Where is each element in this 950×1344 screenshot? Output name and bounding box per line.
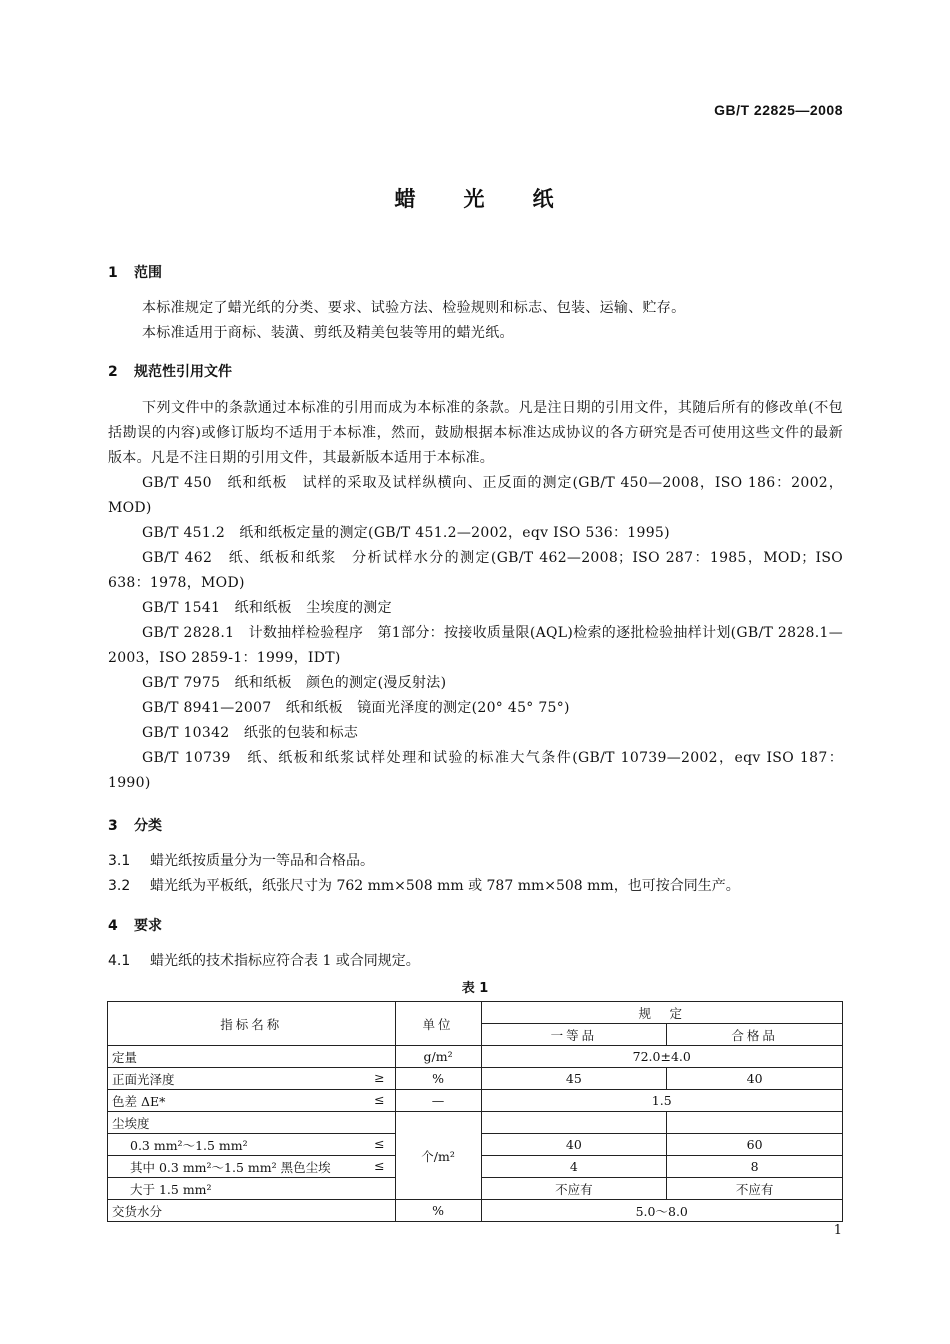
row-unit: 个/m²: [395, 1112, 481, 1200]
table-row: [108, 1090, 843, 1112]
section-4-heading: [108, 915, 162, 935]
reference-item: GB/T 8941—2007 纸和纸板 镜面光泽度的测定(20° 45° 75°): [142, 700, 570, 716]
row-grade1: 40: [481, 1134, 667, 1156]
row-grade2: 8: [667, 1156, 843, 1178]
section-number: 4: [108, 918, 118, 934]
document-title: 蜡 光 纸: [394, 186, 556, 211]
header-name: 指标名称: [108, 1002, 396, 1046]
section-1-heading: [108, 262, 162, 282]
header-spec: 规 定: [481, 1002, 843, 1024]
section-2-heading: [108, 361, 232, 381]
row-value: 5.0～8.0: [481, 1200, 843, 1222]
clause-number: 3.1: [108, 853, 131, 869]
section-3-heading: [108, 815, 162, 835]
section-title: 要求: [134, 918, 162, 934]
row-name: 尘埃度: [108, 1112, 396, 1134]
table-header-row: [108, 1002, 843, 1024]
section-title: 范围: [134, 265, 162, 281]
table-row: [108, 1112, 843, 1134]
row-name: 其中 0.3 mm²～1.5 mm² 黑色尘埃: [130, 1159, 331, 1175]
comparison-symbol: ≤: [374, 1157, 385, 1173]
clause-3-1: [108, 850, 374, 870]
spacer-cell: [481, 1112, 667, 1134]
row-grade2: 不应有: [667, 1178, 843, 1200]
row-unit: —: [395, 1090, 481, 1112]
paragraph: 本标准适用于商标、装潢、剪纸及精美包装等用的蜡光纸。: [142, 325, 514, 341]
row-name: 交货水分: [108, 1200, 396, 1222]
clause-4-1: [108, 950, 420, 970]
row-grade2: 40: [667, 1068, 843, 1090]
reference-item: GB/T 462 纸、纸板和纸浆 分析试样水分的测定(GB/T 462—2008；ISO 287：1985，MOD；ISO 638：1978，MOD): [108, 550, 843, 591]
row-name: 定量: [108, 1046, 396, 1068]
clause-number: 4.1: [108, 953, 131, 969]
row-name-cell: [108, 1134, 396, 1156]
row-name: 正面光泽度: [112, 1071, 175, 1087]
header-grade1: 一等品: [481, 1024, 667, 1046]
row-value: 1.5: [481, 1090, 843, 1112]
header-grade2: 合格品: [667, 1024, 843, 1046]
intro-paragraph: 下列文件中的条款通过本标准的引用而成为本标准的条款。凡是注日期的引用文件，其随后所有的修改单(不包括勘误的内容)或修订版均不适用于本标准，然而，鼓励根据本标准达成协议的各方研究是否可使用这些文件的最新版本。凡是不注日期的引用文件，其最新版本适用于本标准。: [108, 400, 843, 466]
row-grade2: 60: [667, 1134, 843, 1156]
clause-text: 蜡光纸按质量分为一等品和合格品。: [150, 853, 374, 869]
row-value: 72.0±4.0: [481, 1046, 843, 1068]
row-grade1: 4: [481, 1156, 667, 1178]
spacer-cell: [667, 1112, 843, 1134]
section-number: 2: [108, 364, 118, 380]
section-number: 3: [108, 818, 118, 834]
clause-number: 3.2: [108, 878, 131, 894]
row-name-cell: [108, 1156, 396, 1178]
document-code: GB/T 22825—2008: [714, 102, 843, 118]
row-name: 0.3 mm²～1.5 mm²: [130, 1137, 248, 1153]
comparison-symbol: ≥: [374, 1069, 385, 1085]
section-title: 分类: [134, 818, 162, 834]
comparison-symbol: ≤: [374, 1135, 385, 1151]
paragraph: 本标准规定了蜡光纸的分类、要求、试验方法、检验规则和标志、包装、运输、贮存。: [142, 300, 686, 316]
spec-table: [107, 1001, 843, 1222]
row-grade1: 不应有: [481, 1178, 667, 1200]
table-row: [108, 1068, 843, 1090]
row-unit: %: [395, 1200, 481, 1222]
reference-item: GB/T 1541 纸和纸板 尘埃度的测定: [142, 600, 392, 616]
clause-text: 蜡光纸为平板纸，纸张尺寸为 762 mm×508 mm 或 787 mm×508 mm，也可按合同生产。: [150, 878, 740, 894]
row-grade1: 45: [481, 1068, 667, 1090]
section-number: 1: [108, 265, 118, 281]
reference-item: GB/T 451.2 纸和纸板定量的测定(GB/T 451.2—2002，eqv ISO 536：1995): [142, 525, 670, 541]
row-unit: g/m²: [395, 1046, 481, 1068]
table-caption: 表 1: [461, 981, 489, 996]
row-name-cell: [108, 1090, 396, 1112]
reference-item: GB/T 10342 纸张的包装和标志: [142, 725, 359, 741]
row-unit: %: [395, 1068, 481, 1090]
reference-item: GB/T 10739 纸、纸板和纸浆试样处理和试验的标准大气条件(GB/T 10739—2002，eqv ISO 187：1990): [108, 750, 843, 791]
reference-item: GB/T 450 纸和纸板 试样的采取及试样纵横向、正反面的测定(GB/T 450—2008，ISO 186：2002，MOD): [108, 475, 843, 516]
clause-text: 蜡光纸的技术指标应符合表 1 或合同规定。: [150, 953, 420, 969]
reference-item: GB/T 2828.1 计数抽样检验程序 第1部分：按接收质量限(AQL)检索的逐批检验抽样计划(GB/T 2828.1—2003，ISO 2859-1：1999，IDT): [108, 625, 843, 666]
row-name: 大于 1.5 mm²: [108, 1178, 396, 1200]
comparison-symbol: ≤: [374, 1091, 385, 1107]
reference-item: GB/T 7975 纸和纸板 颜色的测定(漫反射法): [142, 675, 447, 691]
table-row: [108, 1200, 843, 1222]
table-row: [108, 1046, 843, 1068]
row-name: 色差 ΔE*: [112, 1093, 166, 1109]
row-name-cell: [108, 1068, 396, 1090]
header-unit: 单位: [395, 1002, 481, 1046]
page-number: 1: [833, 1223, 842, 1238]
clause-3-2: [108, 875, 740, 895]
section-title: 规范性引用文件: [134, 364, 232, 380]
